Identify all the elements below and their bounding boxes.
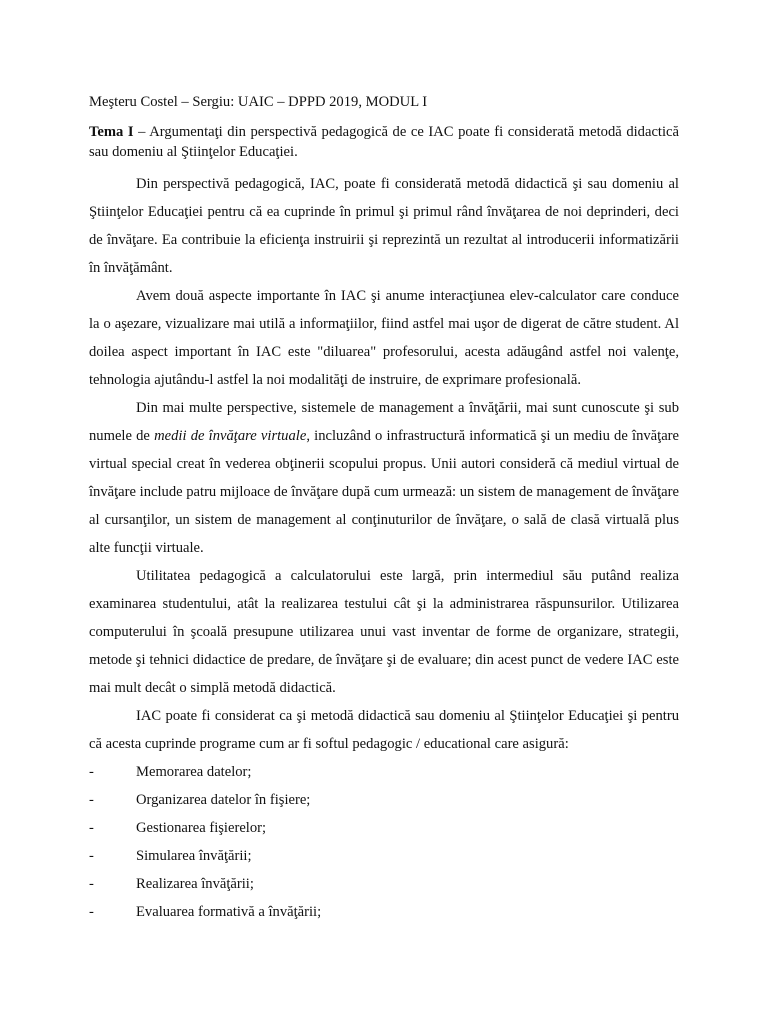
- paragraph-3: [89, 394, 679, 562]
- list-item-text: Memorarea datelor;: [136, 764, 252, 780]
- bullet-dash: -: [89, 848, 94, 864]
- bullet-dash: -: [89, 764, 94, 780]
- list-item-text: Organizarea datelor în fişiere;: [136, 792, 311, 808]
- list-item: [89, 898, 679, 926]
- paragraph-3-start: Din mai multe perspective, sistemele de management a învăţării, mai sunt cunoscute şi sub numele de: [89, 400, 679, 444]
- list-item: [89, 758, 679, 786]
- list-item: [89, 814, 679, 842]
- list-item-text: Realizarea învăţării;: [136, 876, 254, 892]
- bullet-dash: -: [89, 792, 94, 808]
- list-item: [89, 870, 679, 898]
- paragraph-4: Utilitatea pedagogică a calculatorului este largă, prin intermediul său putând realiza examinarea studentului, atât la realizarea testului cât şi la administrarea răspunsurilor. Utilizarea computerului în şcoală presupune utilizarea unui vast inventar de forme de organizare, strategii, metode şi tehnici didactice de predare, de învăţare şi de evaluare; din acest punct de vedere IAC este mai mult decât o simplă metodă didactică.: [89, 568, 679, 696]
- paragraph-1: Din perspectivă pedagogică, IAC, poate fi considerată metodă didactică şi sau domeniu al Ştiinţelor Educaţiei pentru că ea cuprinde în primul şi primul rând învăţarea de noi deprinderi, deci de învăţare. Ea contribuie la eficienţa instruirii şi reprezintă un rezultat al introducerii informatizării în învăţământ.: [89, 176, 679, 276]
- bullet-dash: -: [89, 876, 94, 892]
- theme-label: Tema I: [89, 124, 134, 140]
- bullet-dash: -: [89, 820, 94, 836]
- paragraph-3-end: , incluzând o infrastructură informatică şi un mediu de învăţare virtual special creat în vederea obţinerii scopului propus. Unii autori consideră că mediul virtual de învăţare include patru mijloace de învăţare după cum urmează: un sistem de management de învăţare al cursanţilor, un sistem de management al conţinuturilor de învăţare, o sală de clasă virtuală plus alte funcţii virtuale.: [89, 428, 680, 556]
- paragraph-5: IAC poate fi considerat ca şi metodă didactică sau domeniu al Ştiinţelor Educaţiei şi pentru că acesta cuprinde programe cum ar fi softul pedagogic / educational care asigură:: [89, 708, 679, 752]
- list-item-text: Evaluarea formativă a învăţării;: [136, 904, 322, 920]
- list-item-text: Simularea învăţării;: [136, 848, 252, 864]
- theme-statement: [89, 122, 679, 162]
- paragraph-3-italic-term: medii de învăţare virtuale: [154, 428, 307, 444]
- theme-text: – Argumentaţi din perspectivă pedagogică de ce IAC poate fi considerată metodă didactică sau domeniu al Ştiinţelor Educaţiei.: [89, 124, 679, 160]
- document-header: Meşteru Costel – Sergiu: UAIC – DPPD 2019, MODUL I: [89, 94, 428, 110]
- paragraph-2: Avem două aspecte importante în IAC şi anume interacţiunea elev-calculator care conduce la o aşezare, vizualizare mai utilă a informaţiilor, fiind astfel mai uşor de digerat de către student. Al doilea aspect important în IAC este "diluarea" profesorului, acesta adăugând astfel noi valenţe, tehnologia ajutându-l astfel la noi modalităţi de instruire, de exprimare profesională.: [89, 288, 679, 388]
- list-item-text: Gestionarea fişierelor;: [136, 820, 267, 836]
- bullet-list: [89, 758, 679, 926]
- document-page: [89, 88, 679, 926]
- bullet-dash: -: [89, 904, 94, 920]
- list-item: [89, 842, 679, 870]
- list-item: [89, 786, 679, 814]
